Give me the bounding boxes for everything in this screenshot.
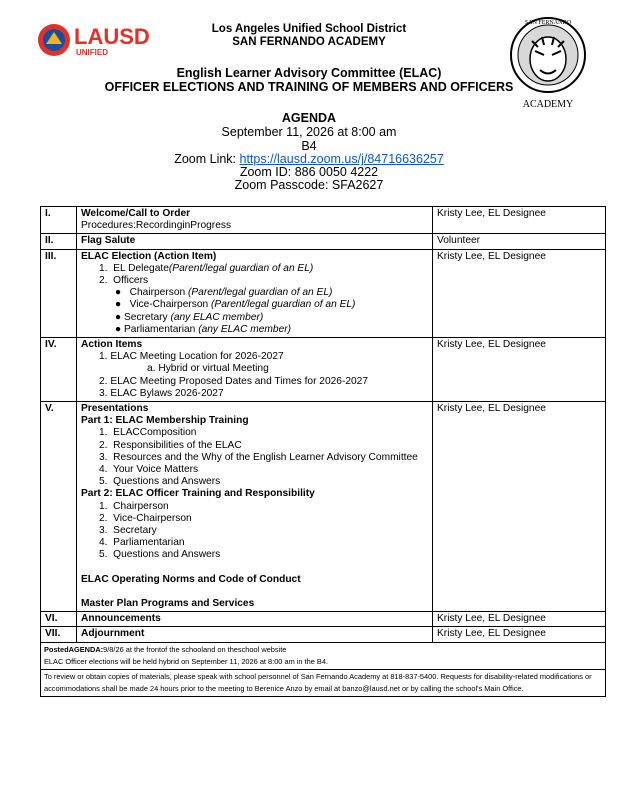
list-item: ● Secretary (any ELAC member) xyxy=(115,311,264,323)
list-item: 2. ELAC Meeting Proposed Dates and Times for 2026-2027 xyxy=(99,375,369,387)
row-title: ELAC Election (Action Item) xyxy=(81,250,217,262)
row-title: Adjournment xyxy=(77,627,433,642)
list-item: 4. Parliamentarian xyxy=(99,537,185,549)
list-item: 3. Secretary xyxy=(99,525,157,537)
norms-heading: ELAC Operating Norms and Code of Conduct xyxy=(81,573,301,585)
part1-heading: Part 1: ELAC Membership Training xyxy=(81,415,249,427)
district-name: Los Angeles Unified School District xyxy=(211,23,407,35)
row-presenter: Kristy Lee, EL Designee xyxy=(433,402,606,612)
row-content xyxy=(77,338,433,402)
agenda-row xyxy=(41,207,606,234)
list-item: 2. Officers xyxy=(99,275,149,287)
zoom-passcode: Zoom Passcode: SFA2627 xyxy=(234,178,384,192)
agenda-row xyxy=(41,612,606,627)
list-item: ● Parliamentarian (any ELAC member) xyxy=(115,323,292,335)
row-title: Welcome/Call to Order xyxy=(81,208,191,219)
row-number: VI. xyxy=(41,612,77,627)
list-item: ● Chairperson (Parent/legal guardian of an EL) xyxy=(115,287,333,299)
posted-text: 9/8/26 at the frontof the schooland on theschool website xyxy=(103,644,287,654)
row-number: V. xyxy=(41,402,77,612)
row-number: III. xyxy=(41,249,77,337)
review-note: To review or obtain copies of materials, please speak with school personnel of San Fernando Academy at 818-837-5400. Requests for disability-related modifications or accommodations shall be made 24 hours prior to the meeting to Berenice Anzo by email at banzo@lausd.net or by calling the school's Main Office. xyxy=(41,669,606,696)
row-number: I. xyxy=(41,207,77,234)
committee-title: English Learner Advisory Committee (ELAC) xyxy=(176,66,442,80)
list-item: 1. ELACComposition xyxy=(99,427,197,439)
row-number: VII. xyxy=(41,627,77,642)
row-content xyxy=(77,402,433,612)
list-item: a. Hybrid or virtual Meeting xyxy=(147,363,269,375)
list-item: 4. Your Voice Matters xyxy=(99,464,199,476)
row-number: IV. xyxy=(41,338,77,402)
list-item: 1. ELAC Meeting Location for 2026-2027 xyxy=(99,351,284,363)
hybrid-note: ELAC Officer elections will be held hybrid on September 11, 2026 at 8:00 am in the B4. xyxy=(44,656,329,666)
zoom-link-label: Zoom Link: xyxy=(174,152,240,166)
row-title: Announcements xyxy=(77,612,433,627)
lausd-sub: UNIFIED xyxy=(76,48,108,57)
footer-row xyxy=(41,642,606,669)
agenda-table xyxy=(40,206,606,697)
row-content xyxy=(77,207,433,234)
row-presenter: Kristy Lee, EL Designee xyxy=(433,207,606,234)
meeting-datetime: September 11, 2026 at 8:00 am xyxy=(221,125,397,139)
agenda-row xyxy=(41,249,606,337)
row-presenter: Kristy Lee, EL Designee xyxy=(433,612,606,627)
meeting-subtitle: OFFICER ELECTIONS AND TRAINING OF MEMBERS AND OFFICERS xyxy=(104,80,514,94)
row-content xyxy=(77,249,433,337)
part2-heading: Part 2: ELAC Officer Training and Responsibility xyxy=(81,488,315,500)
lausd-wordmark: LAUSD xyxy=(74,24,150,49)
row-title: Flag Salute xyxy=(77,234,433,249)
zoom-link-line xyxy=(0,152,618,166)
row-number: II. xyxy=(41,234,77,249)
row-title: Action Items xyxy=(81,339,143,351)
seal-top-text: SAN FERNANDO xyxy=(524,20,572,26)
agenda-row xyxy=(41,234,606,249)
list-item: 3. Resources and the Why of the English Learner Advisory Committee xyxy=(99,451,418,463)
school-name: SAN FERNANDO ACADEMY xyxy=(232,36,386,48)
row-presenter: Kristy Lee, EL Designee xyxy=(433,627,606,642)
list-item: 1. EL Delegate(Parent/legal guardian of an EL) xyxy=(99,262,314,274)
seal-bottom-text: ACADEMY xyxy=(522,99,574,110)
zoom-link[interactable]: https://lausd.zoom.us/j/84716636257 xyxy=(239,152,444,166)
row-subtitle: Procedures:RecordinginProgress xyxy=(81,220,232,232)
posting-info xyxy=(41,642,606,669)
agenda-row xyxy=(41,402,606,612)
list-item: ● Vice-Chairperson (Parent/legal guardian of an EL) xyxy=(115,299,356,311)
agenda-row xyxy=(41,338,606,402)
footer-row xyxy=(41,669,606,696)
list-item: 1. Chairperson xyxy=(99,500,169,512)
posted-label: PostedAGENDA: xyxy=(44,644,104,654)
zoom-id: Zoom ID: 886 0050 4222 xyxy=(239,165,379,179)
row-presenter: Volunteer xyxy=(433,234,606,249)
row-presenter: Kristy Lee, EL Designee xyxy=(433,249,606,337)
row-title: Presentations xyxy=(81,403,149,415)
list-item: 3. ELAC Bylaws 2026-2027 xyxy=(99,387,224,399)
list-item: 5. Questions and Answers xyxy=(99,476,221,488)
master-plan-heading: Master Plan Programs and Services xyxy=(81,597,255,609)
meeting-room: B4 xyxy=(301,139,317,153)
list-item: 2. Vice-Chairperson xyxy=(99,512,192,524)
list-item: 5. Questions and Answers xyxy=(99,549,221,561)
agenda-row xyxy=(41,627,606,642)
row-presenter: Kristy Lee, EL Designee xyxy=(433,338,606,402)
list-item: 2. Responsibilities of the ELAC xyxy=(99,439,242,451)
agenda-heading: AGENDA xyxy=(281,111,337,125)
